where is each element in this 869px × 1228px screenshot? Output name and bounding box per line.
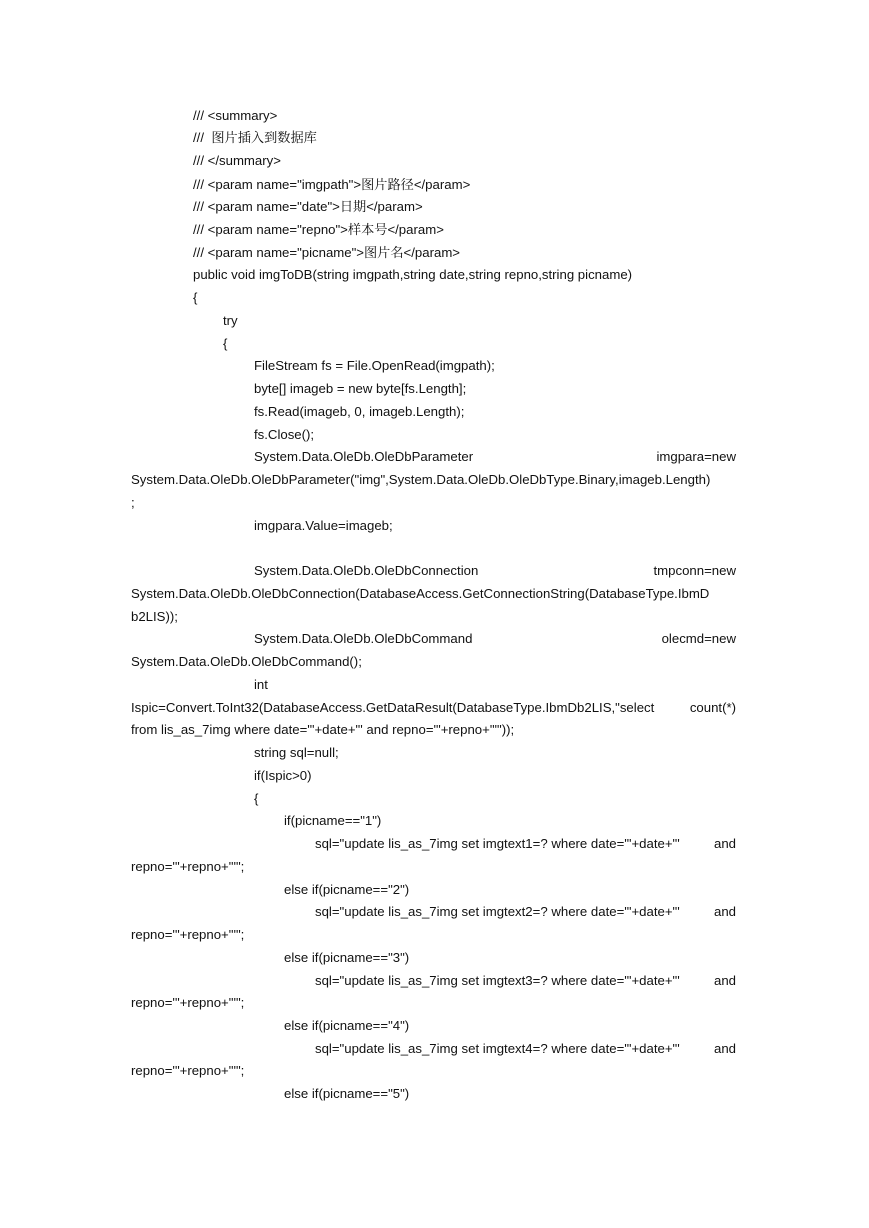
code-line-imgpara-value: imgpara.Value=imageb; — [254, 518, 393, 533]
code-line-if-picname-1: if(picname=="1") — [284, 813, 382, 828]
code-line-ispic-assign — [131, 697, 736, 719]
code-fragment-tmpconn-new: tmpconn=new — [653, 563, 736, 578]
code-line-if-picname-2: else if(picname=="2") — [284, 882, 410, 897]
code-line-parameter-decl — [254, 446, 736, 468]
code-line-repno-3: repno='"+repno+"'"; — [131, 995, 245, 1010]
code-fragment-and-3: and — [713, 973, 736, 988]
code-fragment-and-4: and — [713, 1041, 736, 1056]
code-line-parameter-ctor: System.Data.OleDb.OleDbParameter("img",System.Data.OleDb.OleDbType.Binary,imageb.Length) — [131, 472, 711, 487]
code-line-param-date: /// <param name="date">日期</param> — [193, 199, 423, 214]
code-line-summary-close: /// </summary> — [193, 153, 281, 168]
code-line-command-ctor: System.Data.OleDb.OleDbCommand(); — [131, 654, 362, 669]
code-fragment-sql-2: sql="update lis_as_7img set imgtext2=? where date='"+date+"' — [315, 904, 680, 919]
code-line-connection-ctor: System.Data.OleDb.OleDbConnection(DatabaseAccess.GetConnectionString(DatabaseType.IbmD — [131, 586, 710, 601]
code-line-if-picname-5: else if(picname=="5") — [284, 1086, 410, 1101]
code-fragment-connection-type: System.Data.OleDb.OleDbConnection — [254, 563, 479, 578]
code-line-byte-array: byte[] imageb = new byte[fs.Length]; — [254, 381, 467, 396]
code-line-summary-text: /// 图片插入到数据库 — [193, 130, 317, 145]
code-line-summary-open: /// <summary> — [193, 108, 278, 123]
code-line-sql-update-2 — [315, 901, 736, 923]
code-line-ispic-query-end: from lis_as_7img where date='"+date+"' and repno='"+repno+"'")); — [131, 722, 515, 737]
code-line-try-open-brace: { — [223, 336, 228, 351]
code-fragment-and-2: and — [713, 904, 736, 919]
code-line-if-open-brace: { — [254, 791, 259, 806]
code-line-method-open-brace: { — [193, 290, 198, 305]
code-line-sql-update-4 — [315, 1038, 736, 1060]
code-fragment-imgpara-new: imgpara=new — [656, 449, 736, 464]
code-fragment-and-1: and — [713, 836, 736, 851]
code-line-int: int — [254, 677, 268, 692]
code-fragment-command-type: System.Data.OleDb.OleDbCommand — [254, 631, 473, 646]
code-line-repno-2: repno='"+repno+"'"; — [131, 927, 245, 942]
code-line-if-ispic: if(Ispic>0) — [254, 768, 312, 783]
code-line-command-decl — [254, 628, 736, 650]
code-line-connection-decl — [254, 560, 736, 582]
code-line-repno-4: repno='"+repno+"'"; — [131, 1063, 245, 1078]
code-line-try: try — [223, 313, 238, 328]
code-line-if-picname-4: else if(picname=="4") — [284, 1018, 410, 1033]
code-fragment-olecmd-new: olecmd=new — [661, 631, 736, 646]
code-line-sql-update-1 — [315, 833, 736, 855]
code-fragment-sql-4: sql="update lis_as_7img set imgtext4=? where date='"+date+"' — [315, 1041, 680, 1056]
code-line-sql-null: string sql=null; — [254, 745, 339, 760]
code-line-if-picname-3: else if(picname=="3") — [284, 950, 410, 965]
code-line-connection-close: b2LIS)); — [131, 609, 178, 624]
code-fragment-parameter-type: System.Data.OleDb.OleDbParameter — [254, 449, 474, 464]
code-line-parameter-semicolon: ; — [131, 495, 135, 510]
code-line-param-picname: /// <param name="picname">图片名</param> — [193, 245, 461, 260]
code-line-repno-1: repno='"+repno+"'"; — [131, 859, 245, 874]
code-line-sql-update-3 — [315, 970, 736, 992]
code-line-param-imgpath: /// <param name="imgpath">图片路径</param> — [193, 177, 471, 192]
code-line-param-repno: /// <param name="repno">样本号</param> — [193, 222, 444, 237]
code-line-method-signature: public void imgToDB(string imgpath,string date,string repno,string picname) — [193, 267, 633, 282]
code-fragment-sql-1: sql="update lis_as_7img set imgtext1=? where date='"+date+"' — [315, 836, 680, 851]
code-line-filestream: FileStream fs = File.OpenRead(imgpath); — [254, 358, 495, 373]
code-fragment-count: count(*) — [689, 700, 736, 715]
code-fragment-ispic-convert: Ispic=Convert.ToInt32(DatabaseAccess.GetDataResult(DatabaseType.IbmDb2LIS,"select — [131, 700, 655, 715]
code-fragment-sql-3: sql="update lis_as_7img set imgtext3=? where date='"+date+"' — [315, 973, 680, 988]
code-line-fs-read: fs.Read(imageb, 0, imageb.Length); — [254, 404, 465, 419]
code-line-fs-close: fs.Close(); — [254, 427, 315, 442]
